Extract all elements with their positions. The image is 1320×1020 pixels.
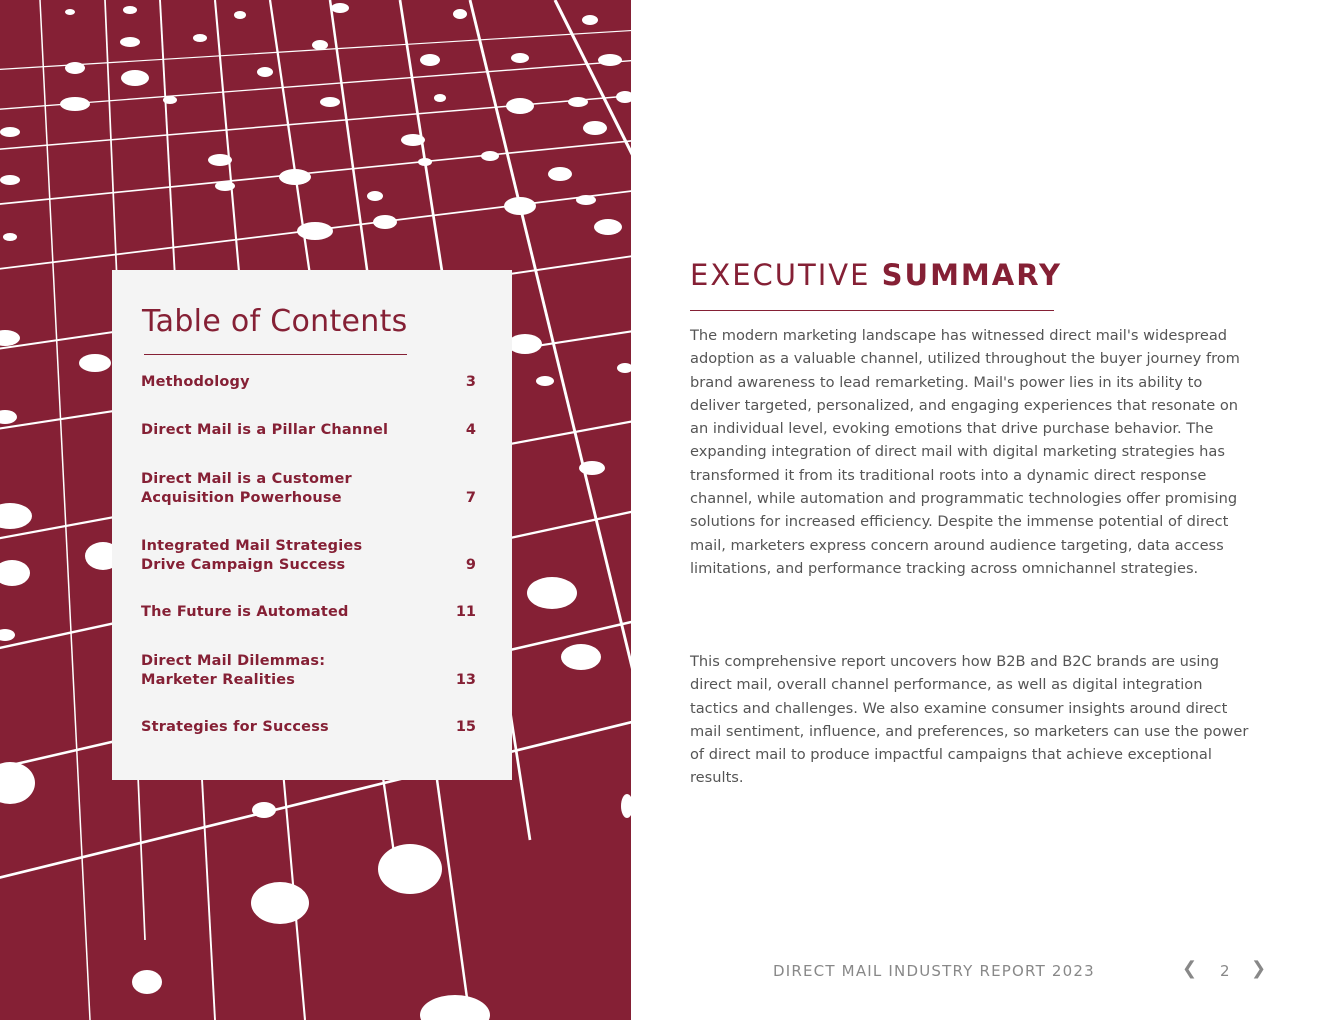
grid-node — [373, 215, 397, 229]
grid-node — [208, 154, 232, 166]
grid-node — [0, 762, 35, 804]
grid-node — [163, 96, 177, 104]
cover-graphic-panel — [0, 0, 631, 1020]
toc-item-future-automated[interactable] — [141, 592, 476, 622]
grid-node — [251, 882, 309, 924]
grid-node — [65, 62, 85, 74]
grid-node — [621, 794, 631, 818]
toc-item-page: 4 — [465, 422, 476, 438]
grid-node — [508, 334, 542, 354]
grid-line — [0, 95, 631, 150]
toc-item-label: The Future is Automated — [141, 604, 349, 620]
grid-node — [65, 9, 75, 15]
grid-node — [579, 461, 605, 475]
toc-item-page: 3 — [465, 374, 476, 390]
grid-node — [0, 175, 20, 185]
grid-node — [418, 158, 432, 166]
grid-node — [297, 222, 333, 240]
toc-item-label: Methodology — [141, 374, 250, 390]
heading-bold-text: SUMMARY — [881, 258, 1062, 292]
grid-node — [0, 629, 15, 641]
toc-item-integrated-strategies[interactable] — [141, 527, 476, 575]
summary-paragraph-2: This comprehensive report uncovers how B2B and B2C brands are using direct mail, overall channel performance, as well as digital integration tactics and challenges. We also examine consumer insights around direct mail sentiment, influence, and preferences, so marketers can use the power of direct mail to produce impactful campaigns that achieve exceptional results. — [690, 653, 1249, 787]
grid-node — [504, 197, 536, 215]
grid-node — [79, 354, 111, 372]
grid-node — [378, 844, 442, 894]
grid-node — [123, 6, 137, 14]
grid-node — [320, 97, 340, 107]
grid-line — [0, 60, 631, 110]
grid-node — [252, 802, 276, 818]
chevron-right-icon[interactable]: ❯ — [1251, 958, 1267, 979]
grid-node — [583, 121, 607, 135]
toc-item-page: 15 — [455, 719, 476, 735]
toc-item-label: Strategies for Success — [141, 719, 329, 735]
toc-item-page: 11 — [455, 604, 476, 620]
toc-divider — [144, 354, 407, 355]
grid-node — [215, 181, 235, 191]
table-of-contents-card — [112, 270, 512, 780]
grid-node — [60, 97, 90, 111]
grid-node — [582, 15, 598, 25]
summary-paragraph-1: The modern marketing landscape has witnessed direct mail's widespread adoption as a valuable channel, utilized throughout the buyer journey from brand awareness to lead remarketing. Mail's power lies in its ability to deliver targeted, personalized, and engaging experiences that resonate on an individual level, evoking emotions that drive purchase behavior. The expanding integration of direct mail with digital marketing strategies has transformed it from its traditional roots into a dynamic direct response channel, while automation and programmatic technologies offer promising solutions for increased efficiency. Despite the immense potential of direct mail, marketers express concern around audience targeting, data access limitations, and performance tracking across omnichannel strategies. — [690, 327, 1240, 577]
grid-node — [0, 503, 32, 529]
heading-divider — [690, 310, 1054, 311]
grid-node — [548, 167, 572, 181]
toc-item-label: Direct Mail is a Pillar Channel — [141, 422, 389, 438]
grid-node — [0, 560, 30, 586]
grid-node — [234, 11, 246, 19]
grid-node — [506, 98, 534, 114]
grid-node — [0, 330, 20, 346]
grid-node — [576, 195, 596, 205]
grid-line — [0, 30, 631, 70]
grid-node — [279, 169, 311, 185]
grid-node — [312, 40, 328, 50]
grid-node — [594, 219, 622, 235]
grid-node — [3, 233, 17, 241]
grid-node — [616, 91, 631, 103]
grid-node — [481, 151, 499, 161]
grid-node — [536, 376, 554, 386]
grid-node — [367, 191, 383, 201]
grid-line — [0, 140, 631, 205]
chevron-left-icon[interactable]: ❮ — [1182, 958, 1198, 979]
toc-item-customer-acquisition[interactable] — [141, 460, 476, 508]
toc-item-dilemmas[interactable] — [141, 642, 476, 690]
toc-item-methodology[interactable] — [141, 362, 476, 392]
grid-node — [0, 127, 20, 137]
footer-report-title: DIRECT MAIL INDUSTRY REPORT 2023 — [773, 962, 1095, 980]
grid-node — [598, 54, 622, 66]
toc-item-page: 7 — [465, 490, 476, 506]
grid-node — [420, 54, 440, 66]
grid-node — [617, 363, 631, 373]
grid-node — [0, 410, 17, 424]
toc-item-page: 13 — [455, 672, 476, 688]
section-heading — [690, 258, 1062, 292]
grid-node — [401, 134, 425, 146]
heading-light-text: EXECUTIVE — [690, 258, 871, 292]
toc-item-label: Direct Mail is a Customer Acquisition Powerhouse — [141, 471, 352, 506]
grid-node — [193, 34, 207, 42]
toc-item-label: Integrated Mail Strategies Drive Campaign Success — [141, 538, 363, 573]
grid-node — [511, 53, 529, 63]
toc-title: Table of Contents — [142, 304, 408, 339]
grid-node — [121, 70, 149, 86]
grid-node — [257, 67, 273, 77]
grid-node — [420, 995, 490, 1020]
grid-node — [120, 37, 140, 47]
page-number: 2 — [1220, 962, 1230, 980]
toc-item-page: 9 — [465, 557, 476, 573]
grid-node — [527, 577, 577, 609]
grid-node — [453, 9, 467, 19]
toc-item-strategies-success[interactable] — [141, 707, 476, 737]
grid-node — [331, 3, 349, 13]
toc-item-pillar-channel[interactable] — [141, 410, 476, 440]
toc-item-label: Direct Mail Dilemmas: Marketer Realities — [141, 653, 326, 688]
grid-node — [568, 97, 588, 107]
grid-node — [561, 644, 601, 670]
grid-node — [434, 94, 446, 102]
grid-node — [132, 970, 162, 994]
